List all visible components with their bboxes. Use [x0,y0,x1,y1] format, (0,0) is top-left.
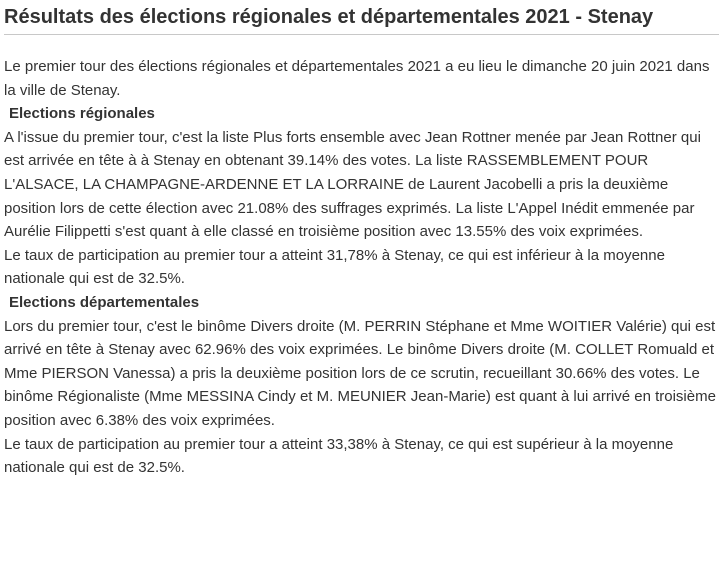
title-divider [4,34,719,35]
departementales-heading: Elections départementales [9,293,200,311]
departementales-participation-paragraph: Le taux de participation au premier tour a atteint 33,38% à Stenay, ce qui est supérieur à la moyenne nationale qui est de 32.5%. [4,435,674,477]
page-title: Résultats des élections régionales et départementales 2021 - Stenay [4,6,654,28]
departementales-results-paragraph: Lors du premier tour, c'est le binôme Divers droite (M. PERRIN Stéphane et Mme WOITIER Valérie) qui est arrivé en tête à Stenay avec 62.96% des voix exprimées. Le binôme Divers droite (M. COLLET Romuald et Mme PIERSON Vanessa) a pris la deuxième position lors de ce scrutin, recueillant 30.66% des votes. Le binôme Régionaliste (Mme MESSINA Cindy et M. MEUNIER Jean-Marie) est quant à lui arrivé en troisième position avec 6.38% des voix exprimées. [4,317,716,429]
regionales-participation-paragraph: Le taux de participation au premier tour a atteint 31,78% à Stenay, ce qui est inférieur à la moyenne nationale qui est de 32.5%. [4,246,665,288]
regionales-results-paragraph: A l'issue du premier tour, c'est la liste Plus forts ensemble avec Jean Rottner menée par Jean Rottner qui est arrivée en tête à à Stenay en obtenant 39.14% des votes. La liste RASSEMBLEMENT POUR L'ALSACE, LA CHAMPAGNE-ARDENNE ET LA LORRAINE de Laurent Jacobelli a pris la deuxième position lors de cette élection avec 21.08% des suffrages exprimés. La liste L'Appel Inédit emmenée par Aurélie Filippetti s'est quant à elle classé en troisième position avec 13.55% des voix exprimées. [4,128,701,241]
regionales-heading: Elections régionales [9,105,155,123]
intro-paragraph: Le premier tour des élections régionales et départementales 2021 a eu lieu le dimanche 20 juin 2021 dans la ville de Stenay. [4,58,710,99]
